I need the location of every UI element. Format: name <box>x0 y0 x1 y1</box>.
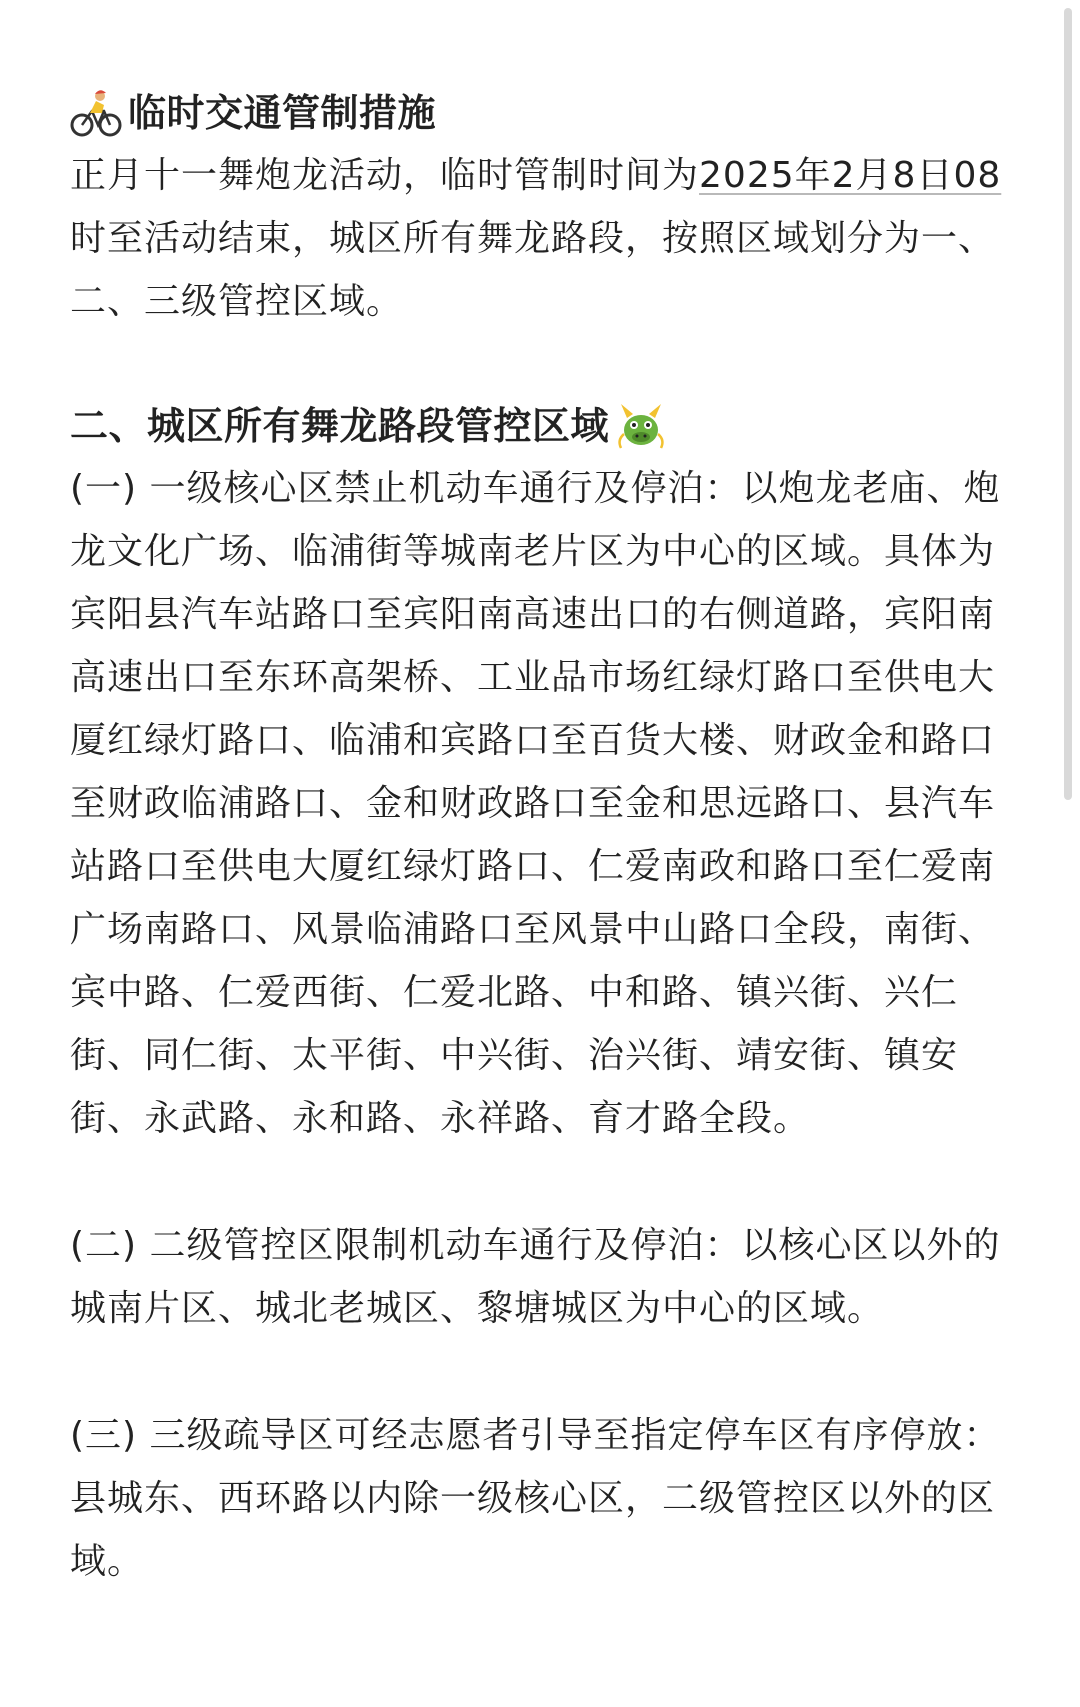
dragon-face-icon <box>615 400 667 452</box>
article-body <box>70 82 1010 1593</box>
zone-one-paragraph: (一) 一级核心区禁止机动车通行及停泊：以炮龙老庙、炮龙文化广场、临浦街等城南老片区为中心的区域。具体为宾阳县汽车站路口至宾阳南高速出口的右侧道路，宾阳南高速出口至东环高架桥、工业品市场红绿灯路口至供电大厦红绿灯路口、临浦和宾路口至百货大楼、财政金和路口至财政临浦路口、金和财政路口至金和思远路口、县汽车站路口至供电大厦红绿灯路口、仁爱南政和路口至仁爱南广场南路口、风景临浦路口至风景中山路口全段，南街、宾中路、仁爱西街、仁爱北路、中和路、镇兴街、兴仁街、同仁街、太平街、中兴街、治兴街、靖安街、镇安街、永武路、永和路、永祥路、育才路全段。 <box>70 468 1001 1139</box>
notice-heading-text: 临时交通管制措施 <box>128 91 437 135</box>
section-two-heading <box>70 395 1010 457</box>
intro-prefix: 正月十一舞炮龙活动，临时管制时间为 <box>70 155 700 196</box>
cyclist-icon <box>70 87 122 139</box>
notice-intro <box>70 144 1010 333</box>
section-two-heading-text: 二、城区所有舞龙路段管控区域 <box>70 404 610 448</box>
intro-date-link[interactable]: 2025年2月8日08 <box>699 155 1002 196</box>
intro-suffix: 时至活动结束，城区所有舞龙路段，按照区域划分为一、二、三级管控区域。 <box>70 218 996 322</box>
notice-heading <box>70 82 1010 144</box>
zone-two-paragraph: (二) 二级管控区限制机动车通行及停泊：以核心区以外的城南片区、城北老城区、黎塘城区为中心的区域。 <box>70 1225 1001 1329</box>
zone-three-paragraph: (三) 三级疏导区可经志愿者引导至指定停车区有序停放：县城东、西环路以内除一级核心区，二级管控区以外的区域。 <box>70 1415 1001 1582</box>
vertical-scrollbar[interactable] <box>1064 8 1072 800</box>
